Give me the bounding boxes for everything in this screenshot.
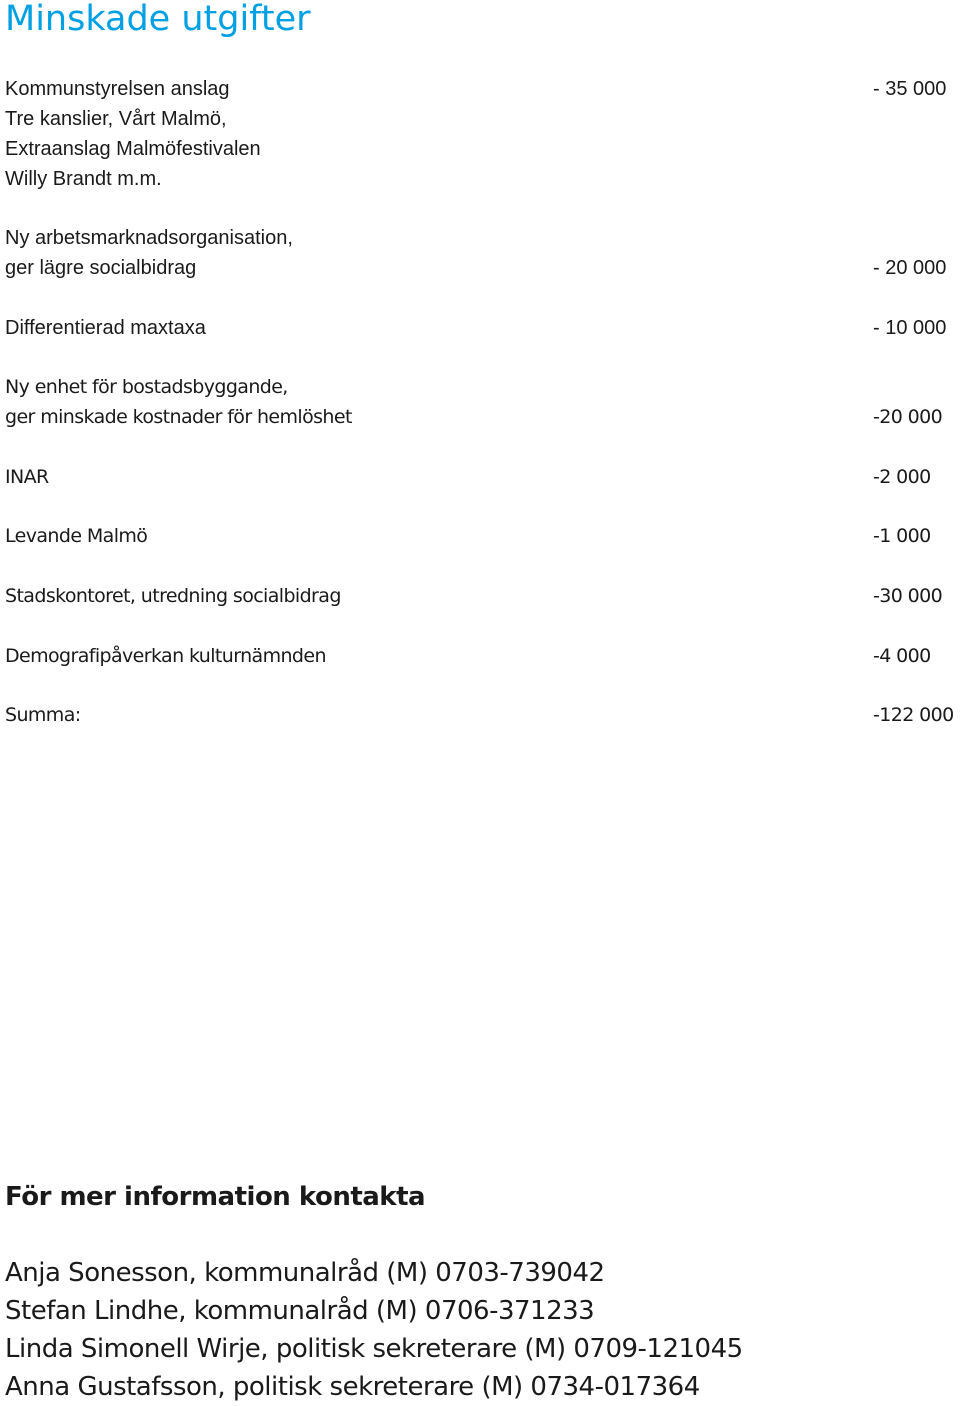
page-title: Minskade utgifter [5,0,311,39]
item-amount: - 35 000 [873,78,947,100]
sum-label: Summa: [5,704,81,726]
contact-heading: För mer information kontakta [5,1182,426,1212]
contact-line: Stefan Lindhe, kommunalråd (M) 0706-371233 [5,1296,595,1326]
item-amount: -30 000 [873,585,943,607]
item-label-line: Differentierad maxtaxa [5,317,206,339]
item-label-line: Extraanslag Malmöfestivalen [5,138,261,160]
item-amount: - 20 000 [873,257,947,279]
item-amount: -1 000 [873,525,931,547]
item-amount: - 10 000 [873,317,947,339]
item-amount: -20 000 [873,406,943,428]
contact-line: Anja Sonesson, kommunalråd (M) 0703-739042 [5,1258,605,1288]
item-label-line: Tre kanslier, Vårt Malmö, [5,108,227,130]
contact-line: Anna Gustafsson, politisk sekreterare (M) 0734-017364 [5,1372,700,1402]
item-label-line: Ny arbetsmarknadsorganisation, [5,227,293,249]
item-amount: -4 000 [873,645,931,667]
item-label-line: Demografipåverkan kulturnämnden [5,645,326,667]
item-label-line: ger lägre socialbidrag [5,257,197,279]
contact-line: Linda Simonell Wirje, politisk sekreterare (M) 0709-121045 [5,1334,743,1364]
item-label-line: ger minskade kostnader för hemlöshet [5,406,352,428]
item-label-line: Willy Brandt m.m. [5,168,162,190]
item-amount: -2 000 [873,466,931,488]
item-label-line: Kommunstyrelsen anslag [5,78,230,100]
item-label-line: Ny enhet för bostadsbyggande, [5,376,288,398]
item-label-line: Stadskontoret, utredning socialbidrag [5,585,341,607]
sum-amount: -122 000 [873,704,954,726]
item-label-line: Levande Malmö [5,525,148,547]
item-label-line: INAR [5,466,49,488]
